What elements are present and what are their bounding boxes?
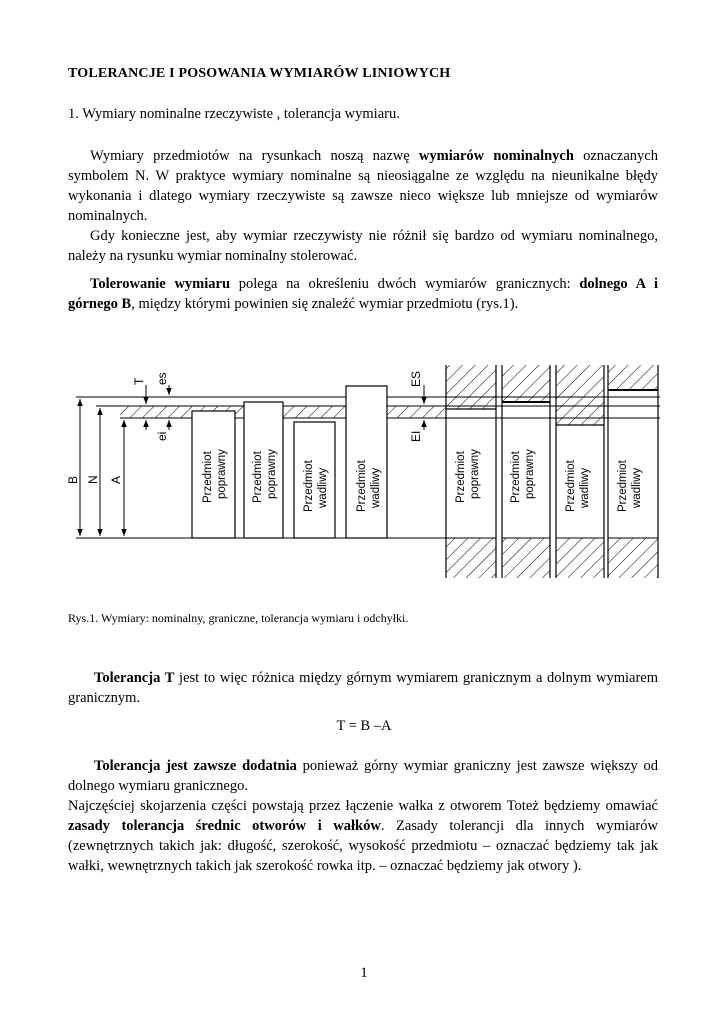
shaft-2-label-2: poprawny bbox=[266, 449, 278, 499]
shaft-4-label-2: wadliwy bbox=[370, 467, 382, 508]
formula: T = B –A bbox=[336, 718, 392, 734]
label-EI: EI bbox=[409, 430, 423, 442]
dimension-arrows bbox=[80, 399, 124, 536]
label-T: T bbox=[132, 377, 146, 385]
hole-1 bbox=[446, 365, 496, 578]
hole-2 bbox=[502, 365, 550, 578]
hole-1-label-1: Przedmiot bbox=[455, 451, 467, 503]
label-ES: ES bbox=[409, 370, 423, 387]
shaft-1-label-1: Przedmiot bbox=[202, 451, 214, 503]
hole-2-label-1: Przedmiot bbox=[510, 451, 522, 503]
paragraph-4 bbox=[68, 668, 658, 708]
p6-bold: zasady tolerancja średnic otworów i wałków bbox=[68, 818, 381, 834]
shaft-1 bbox=[192, 411, 235, 538]
hole-3-label-1: Przedmiot bbox=[565, 460, 577, 512]
shaft-4 bbox=[346, 386, 387, 538]
p1-text-c: oznaczanych symbolem N. W praktyce wymiary nominalne są nieosiągalne ze względu na nieunikalne błędy wykonania i dlatego wymiary rzeczywiste są zawsze nieco większe lub mniejsze od wymiarów nominalnych. bbox=[68, 148, 658, 224]
label-N: N bbox=[86, 475, 100, 484]
p3-bold-a: Tolerowanie wymiaru bbox=[90, 276, 231, 292]
p6-text-a: Najczęściej skojarzenia części powstają przez łączenie wałka z otworem Toteż będziemy omawiać bbox=[68, 798, 658, 814]
p3-text-b: polega na określeniu dwóch wymiarów granicznych: bbox=[230, 276, 580, 292]
p4-bold: Tolerancja T bbox=[94, 670, 175, 686]
p3-text-d: , między którymi powinien się znaleźć wymiar przedmiotu (rys.1). bbox=[131, 296, 519, 312]
label-es: es bbox=[155, 372, 169, 385]
p5-bold: Tolerancja jest zawsze dodatnia bbox=[94, 758, 297, 774]
label-B: B bbox=[66, 475, 80, 484]
shaft-3-label-2: wadliwy bbox=[317, 467, 329, 508]
hole-1-label-2: poprawny bbox=[469, 449, 481, 499]
paragraph-2: Gdy konieczne jest, aby wymiar rzeczywisty nie różnił się bardzo od wymiaru nominalnego, należy na rysunku wymiar nominalny stolerować. bbox=[68, 228, 658, 264]
p5-text: ponieważ górny wymiar graniczny jest zawsze większy od dolnego wymiaru granicznego. bbox=[68, 758, 658, 794]
p1-text-a: Wymiary przedmiotów na rysunkach noszą nazwę bbox=[90, 148, 419, 164]
paragraph-5 bbox=[68, 756, 658, 876]
p1-bold-term: wymiarów nominalnych bbox=[418, 148, 574, 164]
shaft-3 bbox=[294, 422, 335, 538]
hole-3-label-2: wadliwy bbox=[579, 467, 591, 508]
shaft-2-label-1: Przedmiot bbox=[252, 451, 264, 503]
shaft-2 bbox=[244, 402, 283, 538]
shaft-4-label-1: Przedmiot bbox=[356, 460, 368, 512]
label-ei: ei bbox=[155, 431, 169, 441]
page-number: 1 bbox=[360, 965, 368, 981]
p6-text-c: . Zasady tolerancji dla innych wymiarów (zewnętrznych takich jak: długość, szerokość, wysokość przedmiotu – oznaczać będziemy tak jak wałki, wewnętrznych takich jak szerokość rowka itp. – oznaczać będziemy jak otwory ). bbox=[68, 818, 658, 874]
figure-caption: Rys.1. Wymiary: nominalny, graniczne, tolerancja wymiaru i odchyłki. bbox=[68, 611, 409, 625]
shaft-1-label-2: poprawny bbox=[216, 449, 228, 499]
hole-4-label-1: Przedmiot bbox=[617, 460, 629, 512]
label-A: A bbox=[109, 475, 123, 484]
shaft-3-label-1: Przedmiot bbox=[303, 460, 315, 512]
section-heading: 1. Wymiary nominalne rzeczywiste , tolerancja wymiaru. bbox=[68, 106, 400, 122]
hole-3 bbox=[556, 365, 604, 578]
hole-2-label-2: poprawny bbox=[524, 449, 536, 499]
p4-text: jest to więc różnica między górnym wymiarem granicznym a dolnym wymiarem granicznym. bbox=[68, 670, 659, 706]
hole-4-label-2: wadliwy bbox=[631, 467, 643, 508]
page-title: TOLERANCJE I POSOWANIA WYMIARÓW LINIOWYCH bbox=[68, 66, 451, 81]
p3-bold-c: dolnego A i górnego B bbox=[68, 276, 658, 312]
